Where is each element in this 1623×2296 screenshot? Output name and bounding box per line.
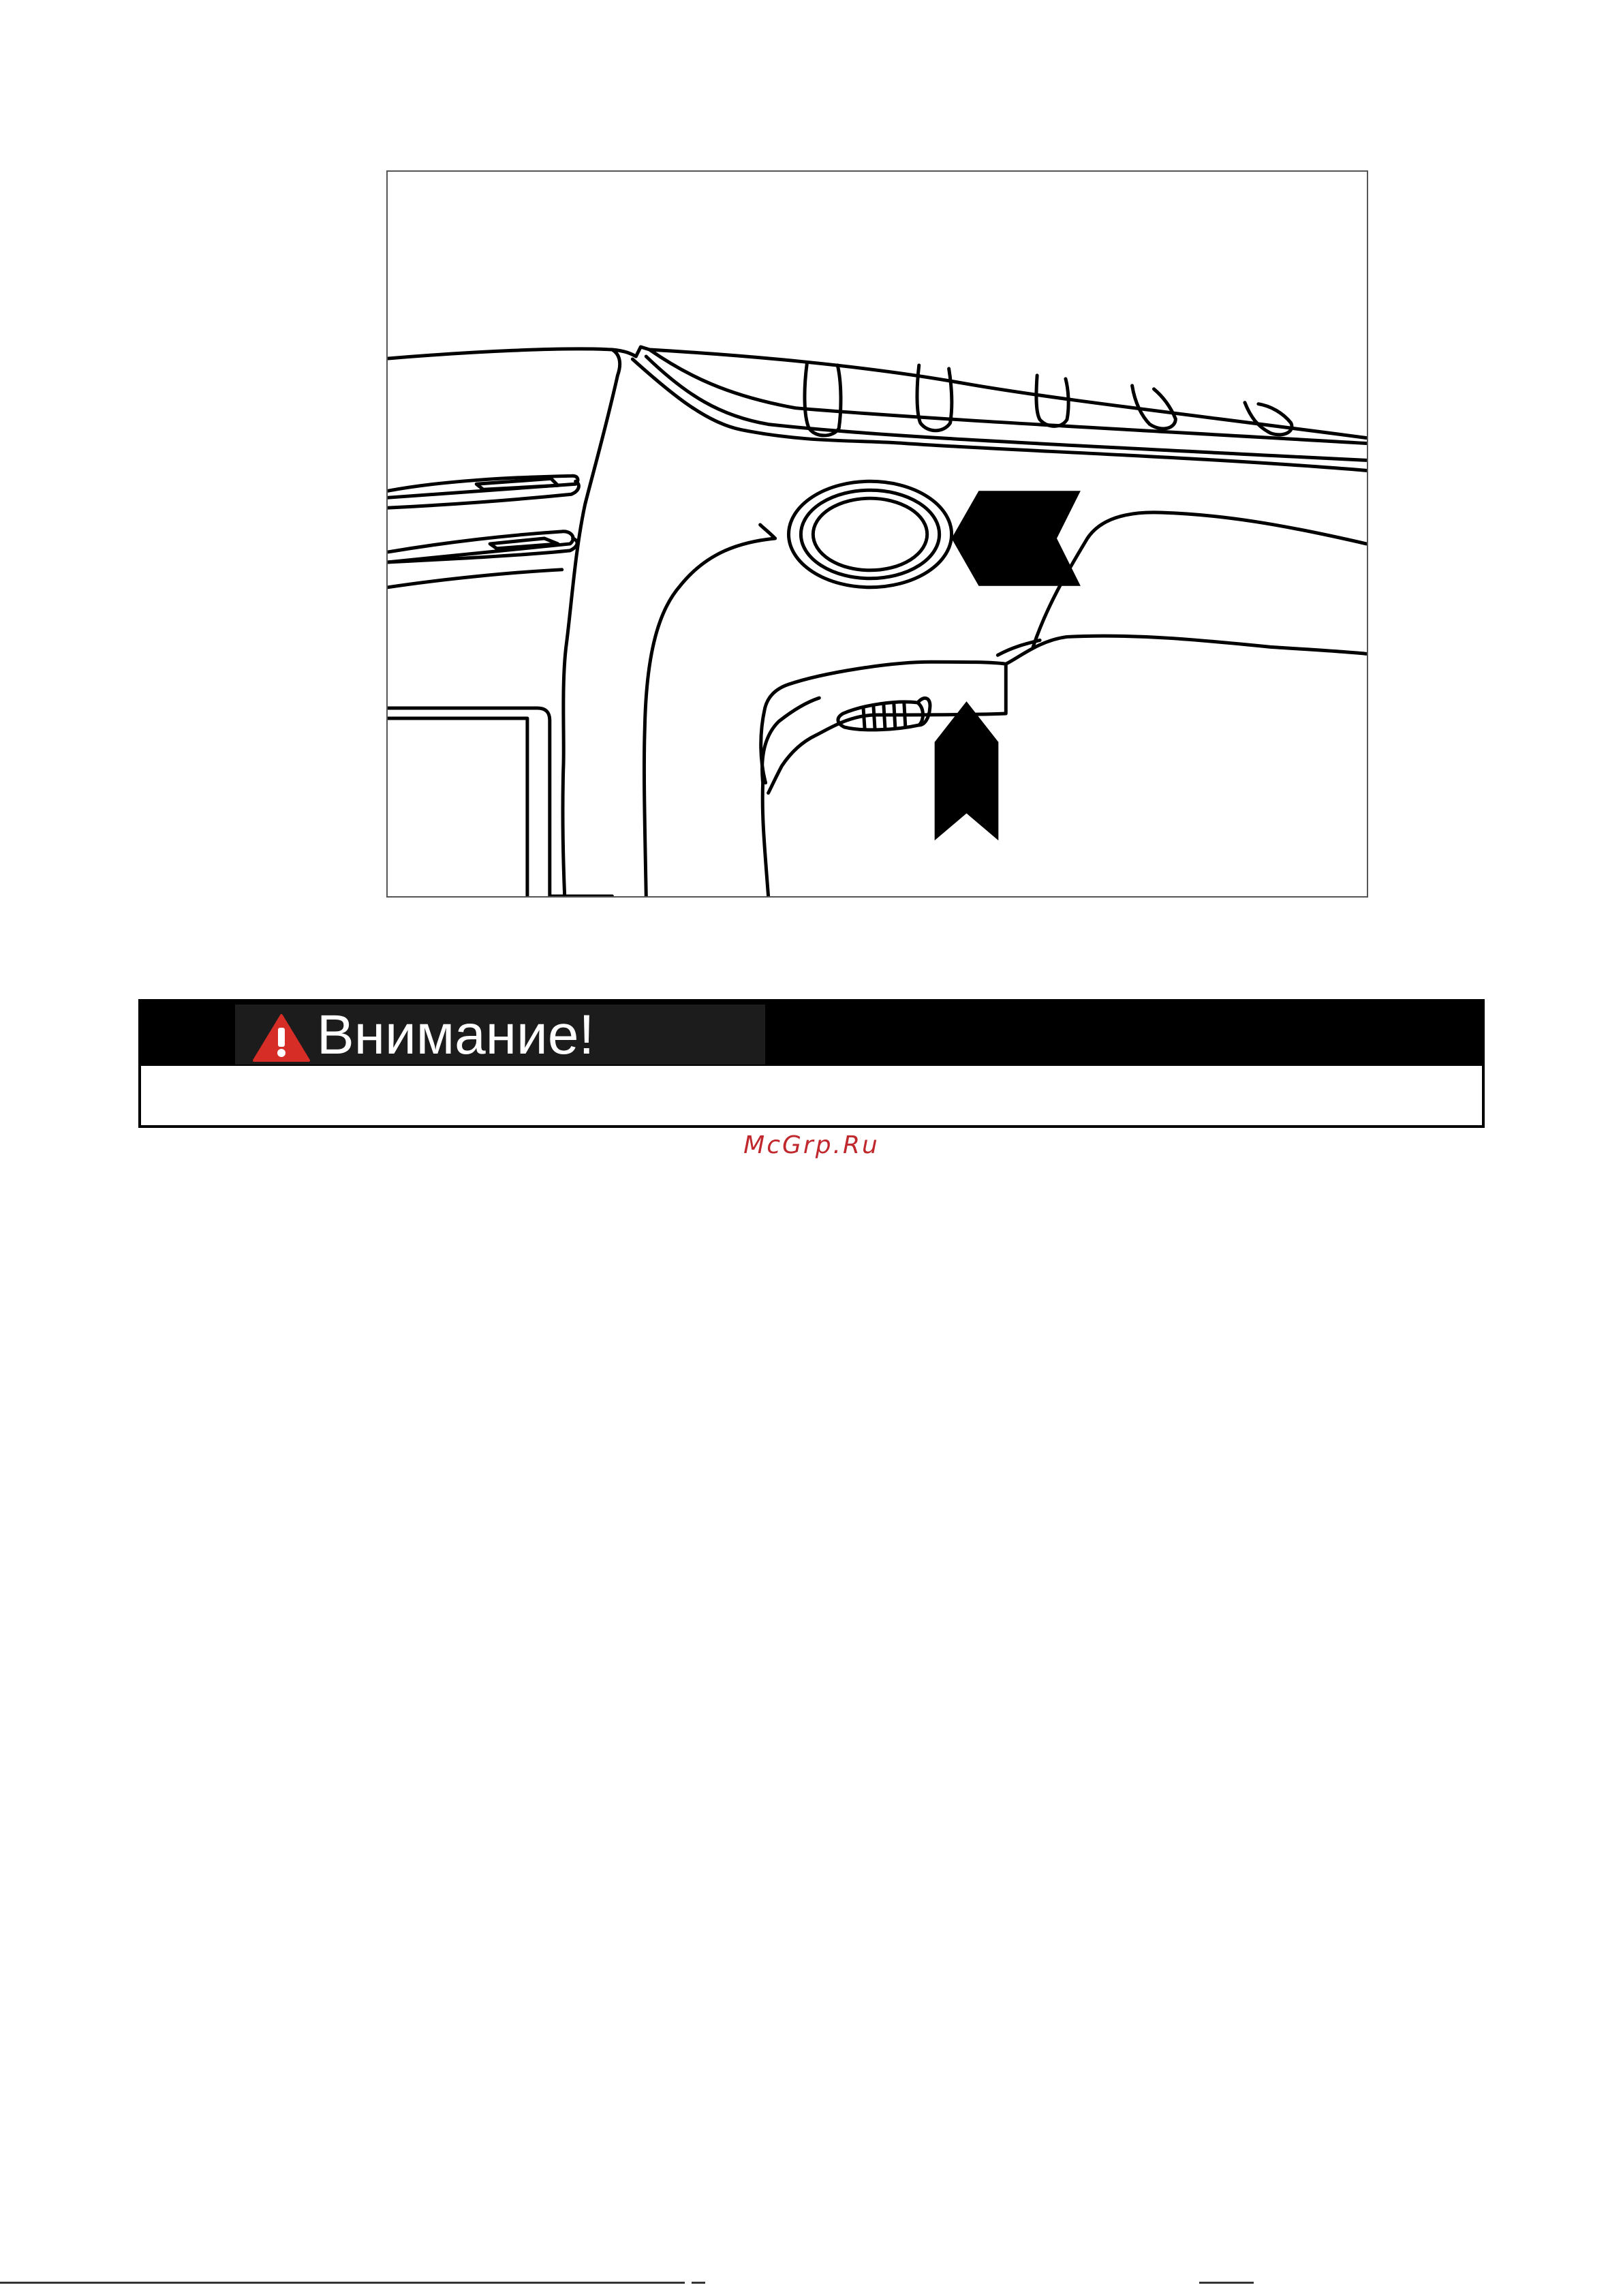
arrow-left-icon [952,491,1081,585]
drill-handle-illustration [388,172,1367,896]
fin-5 [1245,403,1292,435]
footer-rules [0,2280,1623,2286]
footer-rule-mark [692,2282,705,2284]
warning-title: Внимание! [317,1004,595,1066]
arrow-up-icon [935,701,999,840]
right-body-lower [1006,636,1366,664]
rear-housing-edge [649,350,1366,443]
rear-housing-inner-2 [646,356,1366,460]
warning-box [138,999,1485,1128]
body-left-edge [563,350,620,896]
footer-rule-left [0,2282,685,2284]
fin-3 [1036,376,1068,426]
warning-label [235,1005,765,1065]
wheel-line-3 [884,705,885,729]
wheel-line-1 [863,708,865,729]
handle-inner-left [644,538,775,896]
watermark: McGrp.Ru [743,1131,880,1159]
warning-triangle-icon [251,1013,311,1063]
vent-3 [388,570,562,587]
right-body-top [1033,512,1366,647]
drill-figure [386,170,1368,898]
footer-rule-right [1199,2282,1254,2284]
wheel-line-2 [874,707,875,729]
wheel-line-5 [904,703,906,727]
wheel-line-4 [894,704,895,729]
fin-4 [1132,386,1176,429]
plate-inner [388,718,527,896]
warning-header [141,1002,1482,1066]
trigger-top-curve [760,525,775,538]
plate-outline [388,708,550,896]
housing-top-line [388,349,636,358]
button-ring-inner [813,498,927,570]
grip-outline [762,698,820,896]
fin-1 [805,363,841,435]
button-ring-mid [801,490,939,579]
